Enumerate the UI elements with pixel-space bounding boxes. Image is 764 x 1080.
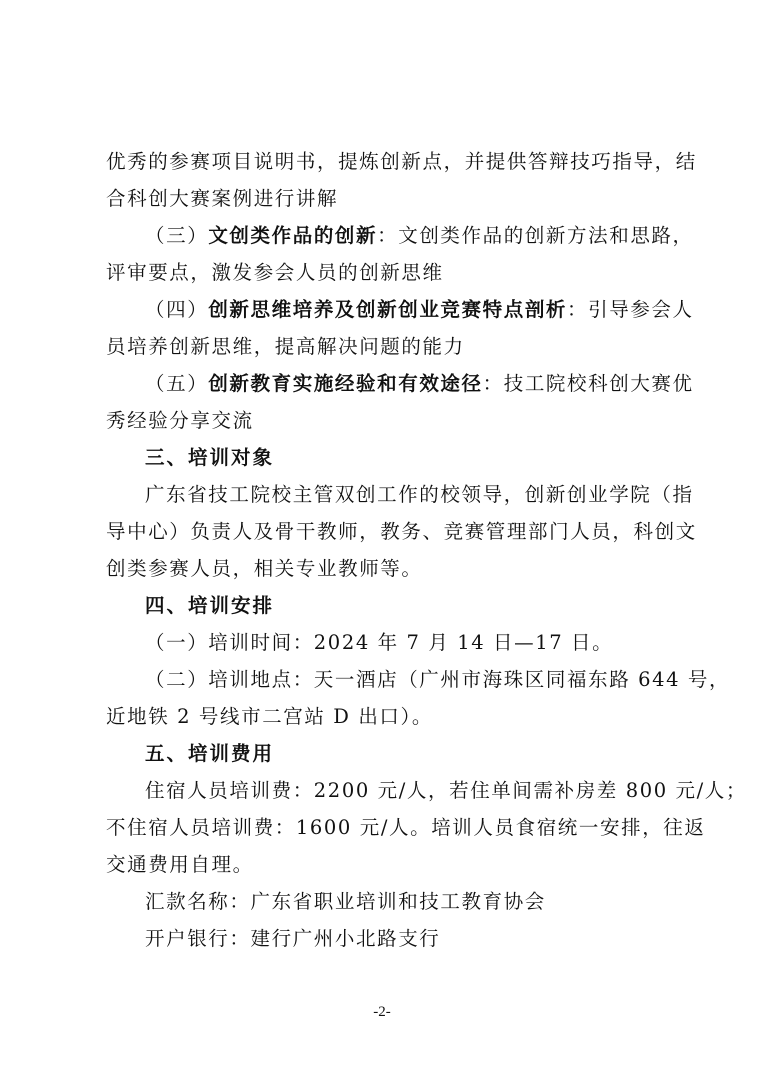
paragraph-line: 员培养创新思维，提高解决问题的能力 xyxy=(106,335,465,358)
section-heading-3: 三、培训对象 xyxy=(145,446,275,469)
subsection-text: ：技工院校科创大赛优 xyxy=(482,372,694,395)
paragraph-line: 创类参赛人员，相关专业教师等。 xyxy=(106,557,423,580)
paragraph-line: 秀经验分享交流 xyxy=(106,409,254,432)
subsection-title: 创新教育实施经验和有效途径 xyxy=(208,372,483,395)
subsection-title: 文创类作品的创新 xyxy=(208,224,378,247)
paragraph-line: 不住宿人员培训费：1600 元/人。培训人员食宿统一安排，往返 xyxy=(106,816,706,839)
subsection-text: ：引导参会人 xyxy=(567,298,694,321)
document-body xyxy=(106,143,747,957)
paragraph-line: 开户银行：建行广州小北路支行 xyxy=(145,927,441,950)
subsection-text: ：文创类作品的创新方法和思路， xyxy=(377,224,694,247)
subsection-title: 创新思维培养及创新创业竞赛特点剖析 xyxy=(208,298,568,321)
subsection-prefix: （四） xyxy=(145,298,209,321)
subsection-line xyxy=(106,217,694,254)
paragraph-line: 近地铁 2 号线市二宫站 D 出口）。 xyxy=(106,705,433,728)
page-number: -2- xyxy=(373,1004,391,1020)
subsection-prefix: （三） xyxy=(145,224,209,247)
section-heading-5: 五、培训费用 xyxy=(145,742,275,765)
subsection-prefix: （五） xyxy=(145,372,209,395)
paragraph-line: 合科创大赛案例进行讲解 xyxy=(106,187,339,210)
subsection-line xyxy=(106,291,694,328)
paragraph-line: 广东省技工院校主管双创工作的校领导，创新创业学院（指 xyxy=(145,483,694,506)
paragraph-line: 导中心）负责人及骨干教师，教务、竞赛管理部门人员，科创文 xyxy=(106,520,697,543)
subsection-line xyxy=(106,365,694,402)
paragraph-line: （一）培训时间：2024 年 7 月 14 日—17 日。 xyxy=(145,631,614,654)
paragraph-line: 汇款名称：广东省职业培训和技工教育协会 xyxy=(145,890,546,913)
paragraph-line: 交通费用自理。 xyxy=(106,853,254,876)
paragraph-line: 优秀的参赛项目说明书，提炼创新点，并提供答辩技巧指导，结 xyxy=(106,150,697,173)
paragraph-line: 住宿人员培训费：2200 元/人，若住单间需补房差 800 元/人； xyxy=(145,779,747,802)
paragraph-line: 评审要点，激发参会人员的创新思维 xyxy=(106,261,444,284)
section-heading-4: 四、培训安排 xyxy=(145,594,275,617)
paragraph-line: （二）培训地点：天一酒店（广州市海珠区同福东路 644 号， xyxy=(145,668,731,691)
